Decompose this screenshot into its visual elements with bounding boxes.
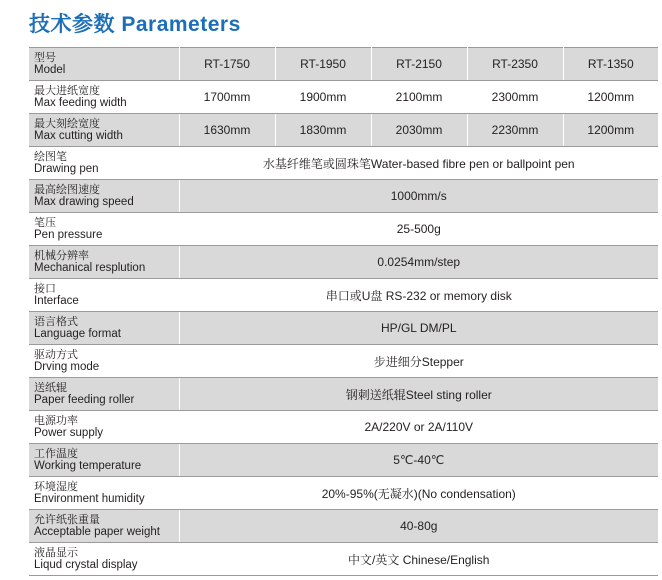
row-label-english: Acceptable paper weight <box>34 526 160 538</box>
table-cell: 2230mm <box>467 114 563 147</box>
table-row <box>29 279 658 312</box>
row-label <box>29 345 179 378</box>
row-label-chinese: 最高绘图速度 <box>34 183 100 196</box>
model-name-cell: RT-2150 <box>371 48 467 81</box>
row-label-english: Power supply <box>34 427 104 439</box>
row-label-chinese: 工作温度 <box>34 447 78 460</box>
title-english: Parameters <box>121 13 241 36</box>
model-name-cell: RT-1350 <box>563 48 658 81</box>
table-cell: 1700mm <box>179 81 275 114</box>
row-label-english: Interface <box>34 295 79 307</box>
table-row <box>29 114 658 147</box>
parameters-table-body <box>29 48 658 576</box>
table-row <box>29 81 658 114</box>
row-label-english: Pen pressure <box>34 229 103 241</box>
table-cell: 1830mm <box>275 114 371 147</box>
table-row <box>29 378 658 411</box>
spanning-value-cell: 钢刺送纸辊Steel sting roller <box>179 378 658 411</box>
row-label-english: Max drawing speed <box>34 196 134 208</box>
row-label-chinese: 送纸辊 <box>34 381 67 394</box>
row-label-chinese: 机械分辨率 <box>34 249 89 262</box>
table-cell: 1200mm <box>563 114 658 147</box>
model-name-cell: RT-1750 <box>179 48 275 81</box>
table-row <box>29 213 658 246</box>
row-label-chinese: 绘图笔 <box>34 150 67 163</box>
spanning-value-cell: HP/GL DM/PL <box>179 312 658 345</box>
model-name-cell: RT-2350 <box>467 48 563 81</box>
row-label-english: Paper feeding roller <box>34 394 135 406</box>
row-label-english: Max feeding width <box>34 97 127 109</box>
table-cell: 2300mm <box>467 81 563 114</box>
row-label <box>29 81 179 114</box>
spanning-value-cell: 5℃-40℃ <box>179 444 658 477</box>
spanning-value-cell: 0.0254mm/step <box>179 246 658 279</box>
row-label-english: Language format <box>34 328 121 340</box>
row-label-english: Mechanical resplution <box>34 262 146 274</box>
row-label <box>29 477 179 510</box>
row-label-english: Liqud crystal display <box>34 559 138 571</box>
spanning-value-cell: 1000mm/s <box>179 180 658 213</box>
table-cell: 1630mm <box>179 114 275 147</box>
row-label-chinese: 液晶显示 <box>34 546 78 559</box>
table-cell: 1900mm <box>275 81 371 114</box>
row-label-chinese: 语言格式 <box>34 315 78 328</box>
table-row <box>29 477 658 510</box>
row-label-chinese: 环境湿度 <box>34 480 78 493</box>
page-title <box>29 8 241 38</box>
row-label <box>29 444 179 477</box>
row-label-chinese: 型号 <box>34 51 56 64</box>
row-label-english: Drawing pen <box>34 163 99 175</box>
spanning-value-cell: 25-500g <box>179 213 658 246</box>
model-name-cell: RT-1950 <box>275 48 371 81</box>
table-cell: 1200mm <box>563 81 658 114</box>
spanning-value-cell: 2A/220V or 2A/110V <box>179 411 658 444</box>
row-label <box>29 180 179 213</box>
row-label-english: Max cutting width <box>34 130 123 142</box>
table-row <box>29 345 658 378</box>
table-row <box>29 543 658 576</box>
spanning-value-cell: 40-80g <box>179 510 658 543</box>
row-label-english: Working temperature <box>34 460 142 472</box>
spanning-value-cell: 步进细分Stepper <box>179 345 658 378</box>
table-row <box>29 246 658 279</box>
row-label-chinese: 接口 <box>34 282 56 295</box>
table-row <box>29 312 658 345</box>
table-row <box>29 510 658 543</box>
model-header-row <box>29 48 658 81</box>
table-row <box>29 411 658 444</box>
row-label <box>29 543 179 576</box>
table-row <box>29 180 658 213</box>
row-label <box>29 213 179 246</box>
row-label-chinese: 驱动方式 <box>34 348 78 361</box>
row-label-english: Drving mode <box>34 361 100 373</box>
table-cell: 2100mm <box>371 81 467 114</box>
row-label-chinese: 电源功率 <box>34 414 78 427</box>
row-label <box>29 411 179 444</box>
row-label <box>29 312 179 345</box>
row-label <box>29 147 179 180</box>
parameters-table <box>29 47 658 576</box>
table-row <box>29 147 658 180</box>
row-label-english: Model <box>34 64 66 76</box>
row-label <box>29 510 179 543</box>
spanning-value-cell: 20%-95%(无凝水)(No condensation) <box>179 477 658 510</box>
title-chinese: 技术参数 <box>29 12 115 36</box>
row-label <box>29 48 179 81</box>
row-label <box>29 378 179 411</box>
row-label <box>29 246 179 279</box>
spanning-value-cell: 中文/英文 Chinese/English <box>179 543 658 576</box>
table-row <box>29 444 658 477</box>
row-label-chinese: 笔压 <box>34 216 56 229</box>
row-label-chinese: 最大进纸宽度 <box>34 84 100 97</box>
row-label <box>29 279 179 312</box>
row-label-english: Environment humidity <box>34 493 145 505</box>
row-label-chinese: 允许纸张重量 <box>34 513 100 526</box>
spanning-value-cell: 水基纤维笔或圆珠笔Water-based fibre pen or ballpoint pen <box>179 147 658 180</box>
table-cell: 2030mm <box>371 114 467 147</box>
row-label-chinese: 最大刻绘宽度 <box>34 117 100 130</box>
row-label <box>29 114 179 147</box>
spanning-value-cell: 串口或U盘 RS-232 or memory disk <box>179 279 658 312</box>
